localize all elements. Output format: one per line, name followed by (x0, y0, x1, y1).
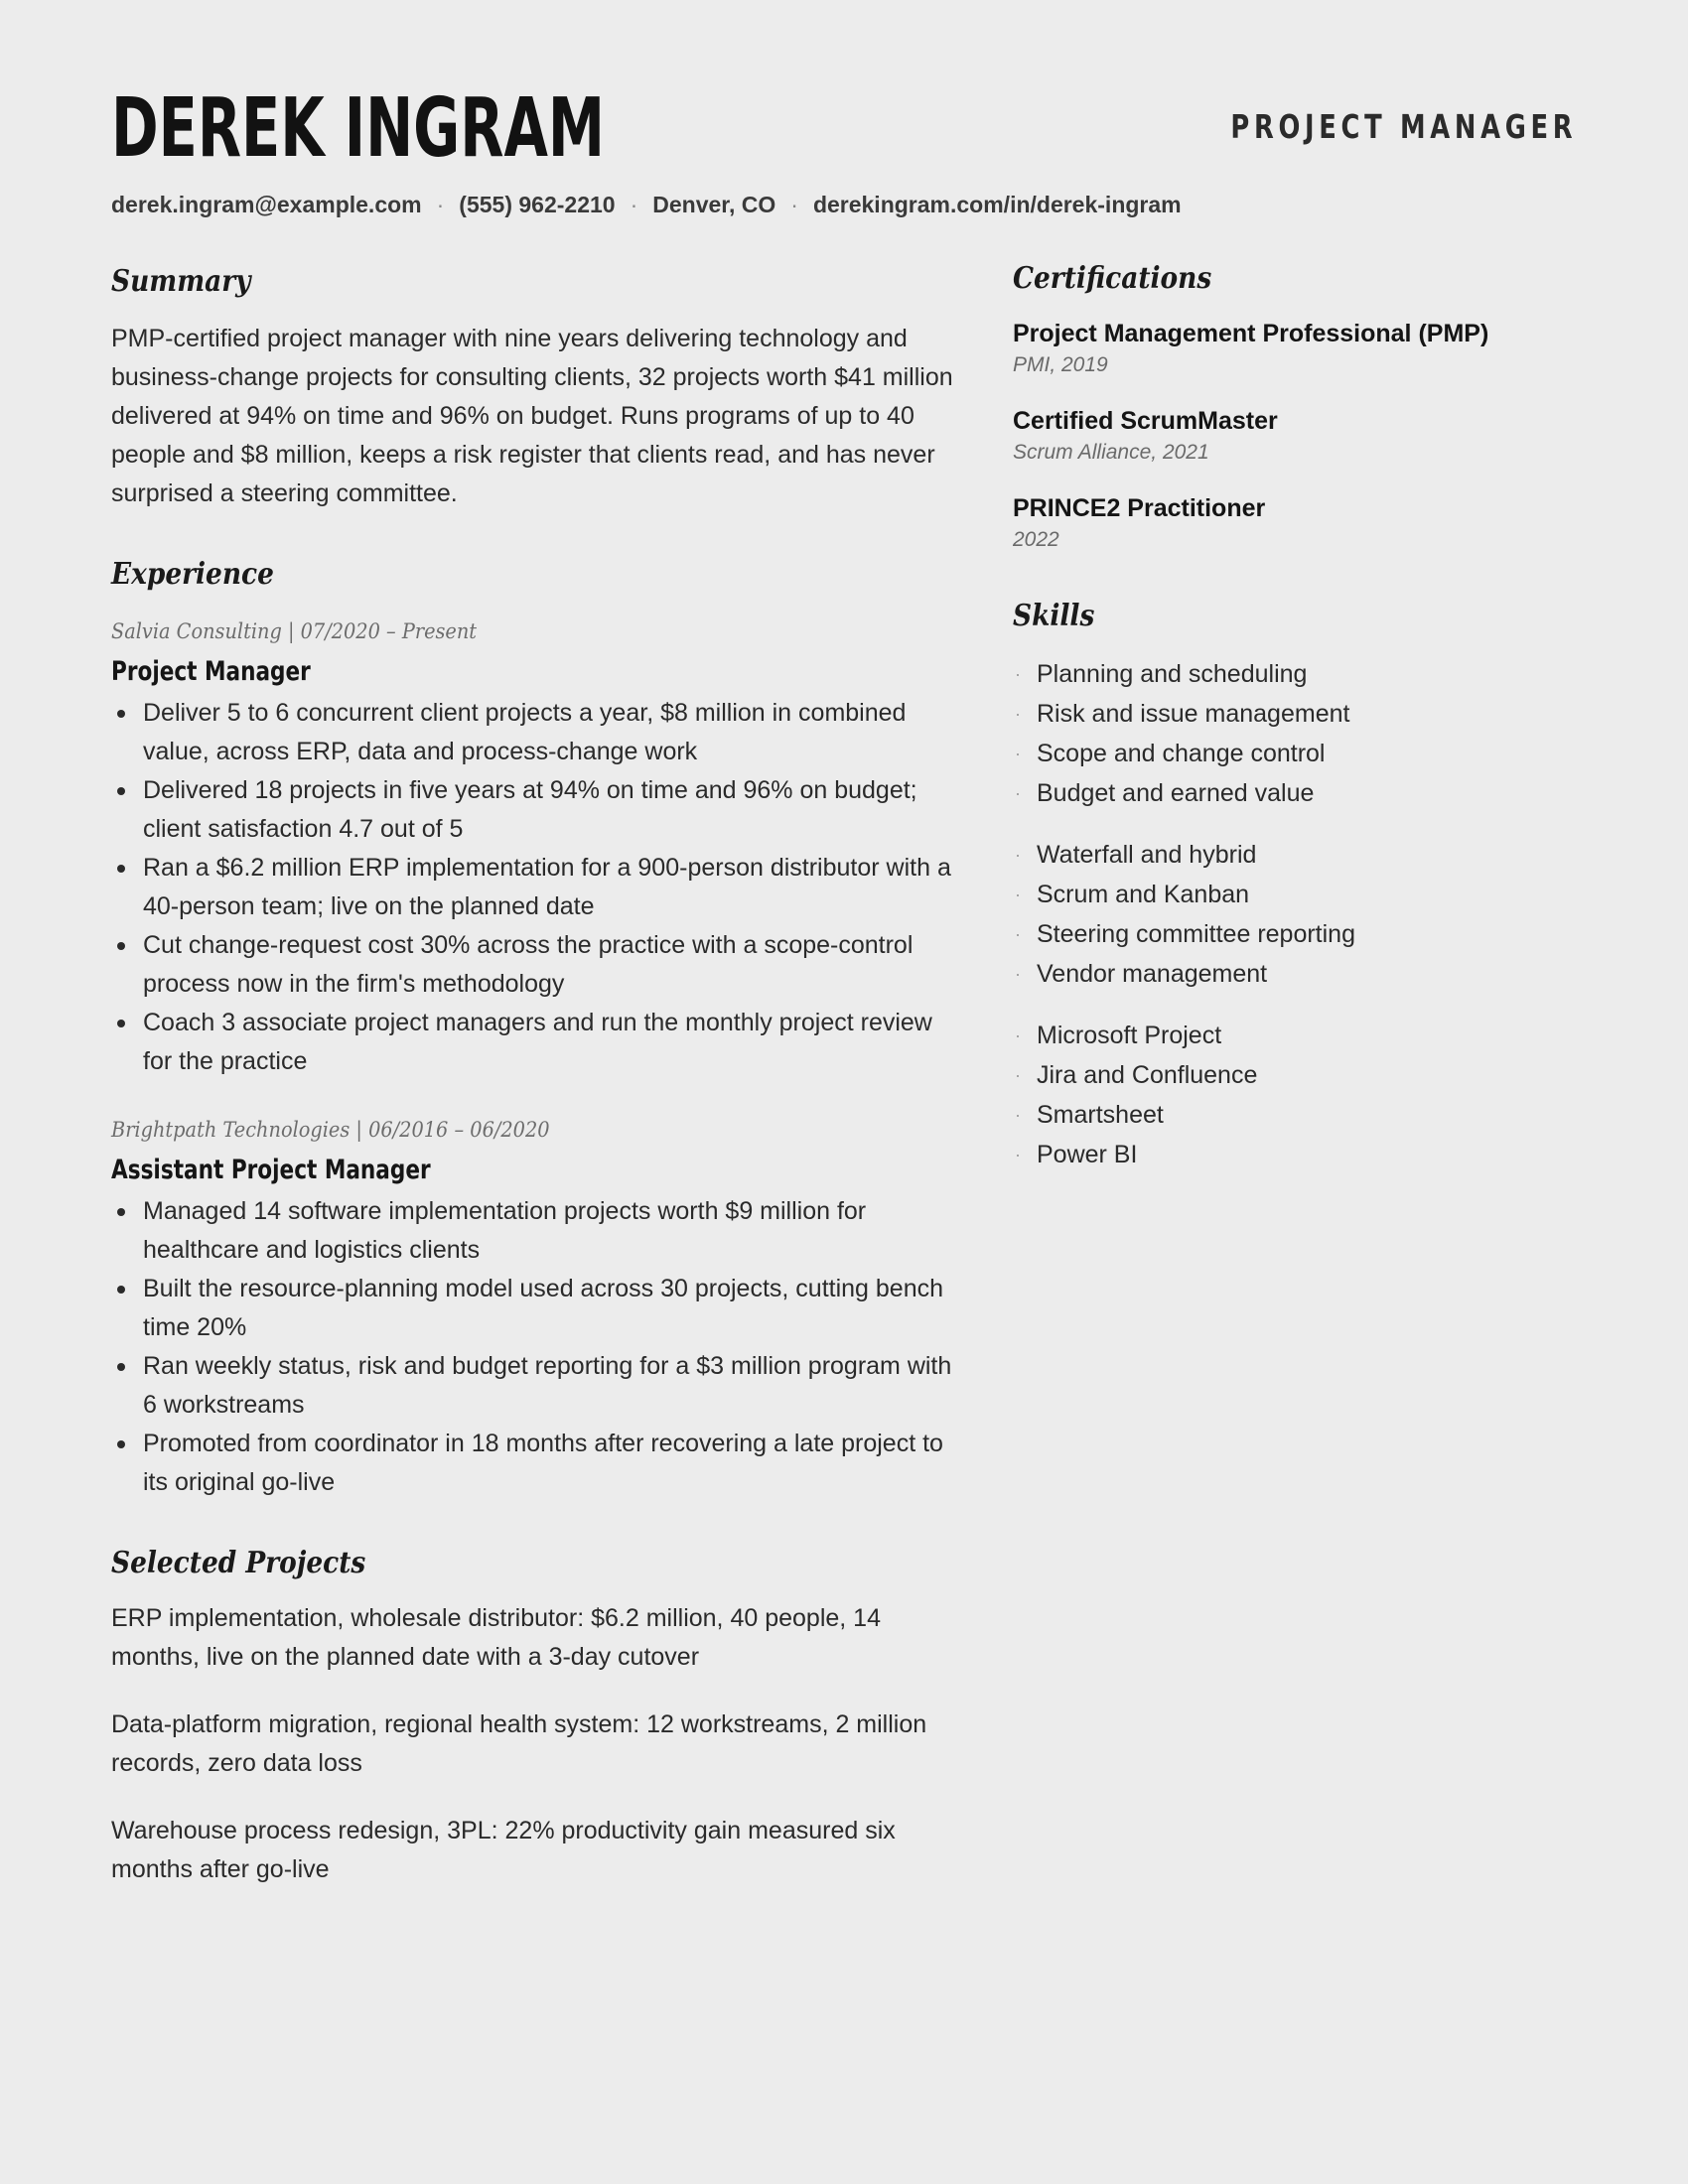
skill-label: Scrum and Kanban (1037, 881, 1250, 908)
skill-group (1013, 1016, 1577, 1174)
bullet-dot-icon (117, 942, 125, 950)
projects-section (111, 1542, 965, 1889)
certification-name: Certified ScrumMaster (1013, 407, 1278, 435)
skill-label: Smartsheet (1037, 1101, 1164, 1129)
job-bullet (111, 1270, 965, 1347)
experience-heading: Experience (111, 557, 274, 592)
job-role: Project Manager (111, 656, 311, 687)
job-role: Assistant Project Manager (111, 1155, 431, 1185)
certifications-section (1013, 257, 1577, 555)
job-bullet-text: Managed 14 software implementation projects worth $9 million for healthcare and logistics clients (143, 1197, 867, 1264)
skill-item (1013, 875, 1577, 914)
skills-section (1013, 595, 1577, 1174)
job-bullet-text: Built the resource-planning model used across 30 projects, cutting bench time 20% (143, 1275, 944, 1341)
summary-text: PMP-certified project manager with nine years delivering technology and business-change projects for consulting clients, 32 projects worth $41 million delivered at 94% on time and 96% on budget. Runs programs of up to 40 people and $8 million, keeps a risk register that clients read, and has never surprised a steering committee. (111, 325, 953, 507)
candidate-name: DEREK INGRAM (111, 81, 605, 176)
skill-item (1013, 1016, 1577, 1055)
certification-item (1013, 317, 1577, 380)
job-list (111, 616, 965, 1502)
side-column (1013, 257, 1577, 1174)
job-bullet (111, 1425, 965, 1502)
contact-location: Denver, CO (652, 192, 776, 217)
job-title: PROJECT MANAGER (1230, 107, 1577, 146)
bullet-dot-icon (117, 1208, 125, 1216)
job-bullets (111, 1192, 965, 1502)
projects-heading: Selected Projects (111, 1546, 366, 1580)
resume-page (111, 79, 1577, 1883)
certifications-heading: Certifications (1013, 261, 1212, 296)
certification-list (1013, 317, 1577, 555)
project-item: Data-platform migration, regional health system: 12 workstreams, 2 million records, zero data loss (111, 1710, 927, 1777)
skill-item (1013, 734, 1577, 773)
skill-label: Planning and scheduling (1037, 660, 1308, 688)
skill-label: Budget and earned value (1037, 779, 1315, 807)
experience-section (111, 553, 965, 1502)
skill-groups (1013, 654, 1577, 1174)
skill-marker: · (1015, 704, 1021, 724)
certification-name: PRINCE2 Practitioner (1013, 494, 1266, 522)
bullet-dot-icon (117, 1020, 125, 1027)
job-bullets (111, 694, 965, 1081)
bullet-dot-icon (117, 1286, 125, 1294)
skill-item (1013, 694, 1577, 734)
skill-label: Risk and issue management (1037, 700, 1350, 728)
skill-marker: · (1015, 1025, 1021, 1045)
job-bullet (111, 771, 965, 849)
skill-label: Waterfall and hybrid (1037, 841, 1257, 869)
job-entry (111, 616, 965, 1081)
job-bullet (111, 926, 965, 1004)
project-item: Warehouse process redesign, 3PL: 22% productivity gain measured six months after go-live (111, 1817, 896, 1883)
summary-section (111, 260, 965, 513)
job-company-dates: Brightpath Technologies | 06/2016 – 06/2020 (111, 1118, 550, 1142)
bullet-dot-icon (117, 865, 125, 873)
certification-issuer: Scrum Alliance, 2021 (1013, 441, 1209, 464)
skill-item (1013, 1055, 1577, 1095)
bullet-dot-icon (117, 710, 125, 718)
job-bullet-text: Ran weekly status, risk and budget reporting for a $3 million program with 6 workstreams (143, 1352, 952, 1419)
skill-group (1013, 654, 1577, 813)
skill-marker: · (1015, 1145, 1021, 1164)
skills-heading: Skills (1013, 599, 1095, 633)
job-bullet-text: Ran a $6.2 million ERP implementation for a 900-person distributor with a 40-person team; live on the planned date (143, 854, 951, 920)
job-entry (111, 1115, 965, 1502)
certification-item (1013, 404, 1577, 468)
contact-separator: · (436, 192, 445, 217)
skill-marker: · (1015, 664, 1021, 684)
job-bullet (111, 849, 965, 926)
skill-marker: · (1015, 744, 1021, 763)
certification-item (1013, 491, 1577, 555)
skill-label: Power BI (1037, 1141, 1138, 1168)
skill-item (1013, 914, 1577, 954)
job-bullet (111, 694, 965, 771)
main-column (111, 260, 965, 1889)
contact-phone[interactable]: (555) 962-2210 (459, 192, 616, 217)
skill-marker: · (1015, 1105, 1021, 1125)
contact-website[interactable]: derekingram.com/in/derek-ingram (812, 192, 1182, 217)
skill-item (1013, 1095, 1577, 1135)
contact-separator: · (790, 192, 798, 217)
skill-label: Scope and change control (1037, 740, 1326, 767)
project-list (111, 1599, 965, 1889)
skill-label: Jira and Confluence (1037, 1061, 1258, 1089)
bullet-dot-icon (117, 787, 125, 795)
summary-heading: Summary (111, 264, 251, 299)
skill-marker: · (1015, 885, 1021, 904)
job-bullet (111, 1004, 965, 1081)
skill-label: Microsoft Project (1037, 1022, 1222, 1049)
job-company-dates: Salvia Consulting | 07/2020 – Present (111, 619, 478, 643)
contact-email[interactable]: derek.ingram@example.com (111, 192, 422, 217)
job-bullet-text: Deliver 5 to 6 concurrent client projects a year, $8 million in combined value, across ERP, data and process-change work (143, 699, 907, 765)
certification-issuer: 2022 (1013, 528, 1059, 551)
skill-item (1013, 835, 1577, 875)
contact-line (111, 189, 1182, 220)
skill-item (1013, 1135, 1577, 1174)
skill-item (1013, 654, 1577, 694)
skill-marker: · (1015, 845, 1021, 865)
job-bullet-text: Delivered 18 projects in five years at 94% on time and 96% on budget; client satisfaction 4.7 out of 5 (143, 776, 917, 843)
project-item: ERP implementation, wholesale distributor: $6.2 million, 40 people, 14 months, live on the planned date with a 3-day cutover (111, 1604, 881, 1671)
skill-label: Steering committee reporting (1037, 920, 1355, 948)
skill-marker: · (1015, 964, 1021, 984)
bullet-dot-icon (117, 1363, 125, 1371)
skill-item (1013, 773, 1577, 813)
contact-separator: · (630, 192, 638, 217)
skill-item (1013, 954, 1577, 994)
certification-issuer: PMI, 2019 (1013, 353, 1108, 376)
skill-group (1013, 835, 1577, 994)
job-bullet-text: Cut change-request cost 30% across the practice with a scope-control process now in the firm's methodology (143, 931, 914, 998)
skill-marker: · (1015, 783, 1021, 803)
skill-marker: · (1015, 1065, 1021, 1085)
job-bullet-text: Promoted from coordinator in 18 months after recovering a late project to its original go-live (143, 1430, 943, 1496)
certification-name: Project Management Professional (PMP) (1013, 320, 1489, 347)
resume-header (111, 79, 1577, 230)
job-bullet-text: Coach 3 associate project managers and run the monthly project review for the practice (143, 1009, 932, 1075)
skill-label: Vendor management (1037, 960, 1268, 988)
job-bullet (111, 1192, 965, 1270)
bullet-dot-icon (117, 1440, 125, 1448)
job-bullet (111, 1347, 965, 1425)
skill-marker: · (1015, 924, 1021, 944)
